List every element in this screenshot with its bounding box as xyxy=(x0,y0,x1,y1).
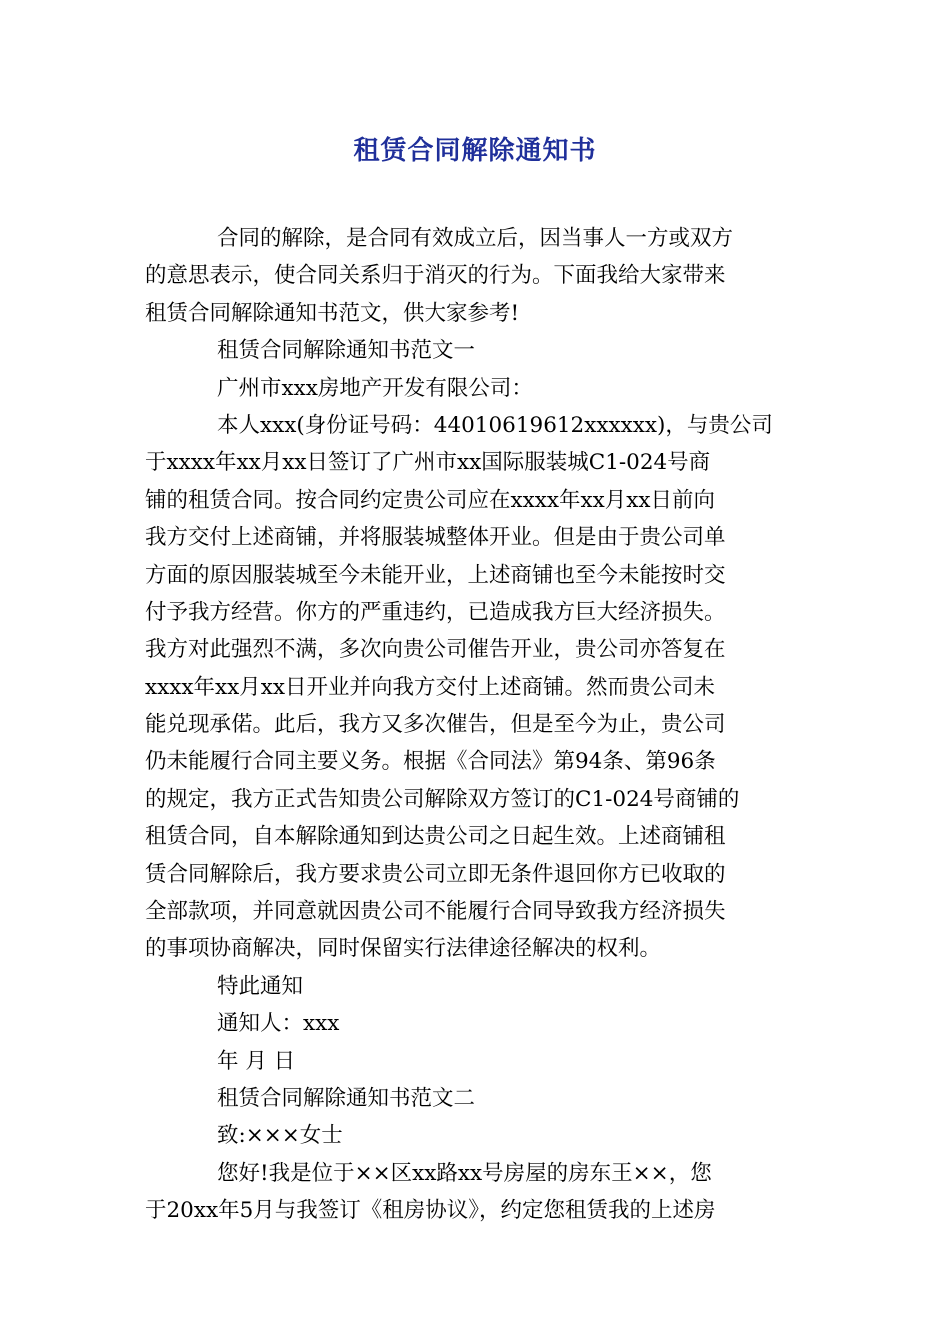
text-line: 的事项协商解决，同时保留实行法律途径解决的权利。 xyxy=(145,936,662,962)
text-line: 广州市xxx房地产开发有限公司： xyxy=(217,375,533,401)
text-line: 的规定，我方正式告知贵公司解除双方签订的C1-024号商铺的 xyxy=(145,786,740,812)
text-line: 能兑现承偌。此后，我方又多次催告，但是至今为止，贵公司 xyxy=(145,712,726,738)
text-line: 本人xxx(身份证号码：44010619612xxxxxx)，与贵公司 xyxy=(217,412,773,438)
text-line: 年 月 日 xyxy=(217,1048,296,1074)
document-title: 租赁合同解除通知书 xyxy=(353,136,597,166)
text-line: 我方对此强烈不满，多次向贵公司催告开业，贵公司亦答复在 xyxy=(145,637,726,663)
text-line: 于xxxx年xx月xx日签订了广州市xx国际服装城C1-024号商 xyxy=(145,450,711,476)
text-line: 合同的解除，是合同有效成立后，因当事人一方或双方 xyxy=(217,226,734,251)
text-line: 租赁合同，自本解除通知到达贵公司之日起生效。上述商铺租 xyxy=(145,824,726,850)
text-line: 租赁合同解除通知书范文二 xyxy=(217,1085,476,1111)
text-line: 的意思表示，使合同关系归于消灭的行为。下面我给大家带来 xyxy=(145,263,726,289)
text-line: 仍未能履行合同主要义务。根据《合同法》第94条、第96条 xyxy=(145,749,716,775)
document-body xyxy=(145,220,797,1230)
text-line: 租赁合同解除通知书范文，供大家参考! xyxy=(145,300,520,326)
text-line: 致:×××女士 xyxy=(217,1123,343,1149)
text-line: 通知人：xxx xyxy=(217,1011,340,1037)
text-line: 您好!我是位于××区xx路xx号房屋的房东王××，您 xyxy=(217,1160,712,1186)
text-line: 租赁合同解除通知书范文一 xyxy=(217,338,476,364)
text-line: 于20xx年5月与我签订《租房协议》，约定您租赁我的上述房 xyxy=(145,1198,716,1224)
text-line: 赁合同解除后，我方要求贵公司立即无条件退回你方已收取的 xyxy=(145,861,726,887)
text-line: 我方交付上述商铺，并将服装城整体开业。但是由于贵公司单 xyxy=(145,525,726,551)
text-line: 特此通知 xyxy=(217,973,304,999)
text-line: 铺的租赁合同。按合同约定贵公司应在xxxx年xx月xx日前向 xyxy=(145,487,716,513)
text-line: 方面的原因服装城至今未能开业，上述商铺也至今未能按时交 xyxy=(145,562,726,588)
text-line: xxxx年xx月xx日开业并向我方交付上述商铺。然而贵公司未 xyxy=(145,674,716,700)
text-line: 全部款项，并同意就因贵公司不能履行合同导致我方经济损失 xyxy=(145,899,726,925)
text-line: 付予我方经营。你方的严重违约，已造成我方巨大经济损失。 xyxy=(145,599,726,625)
